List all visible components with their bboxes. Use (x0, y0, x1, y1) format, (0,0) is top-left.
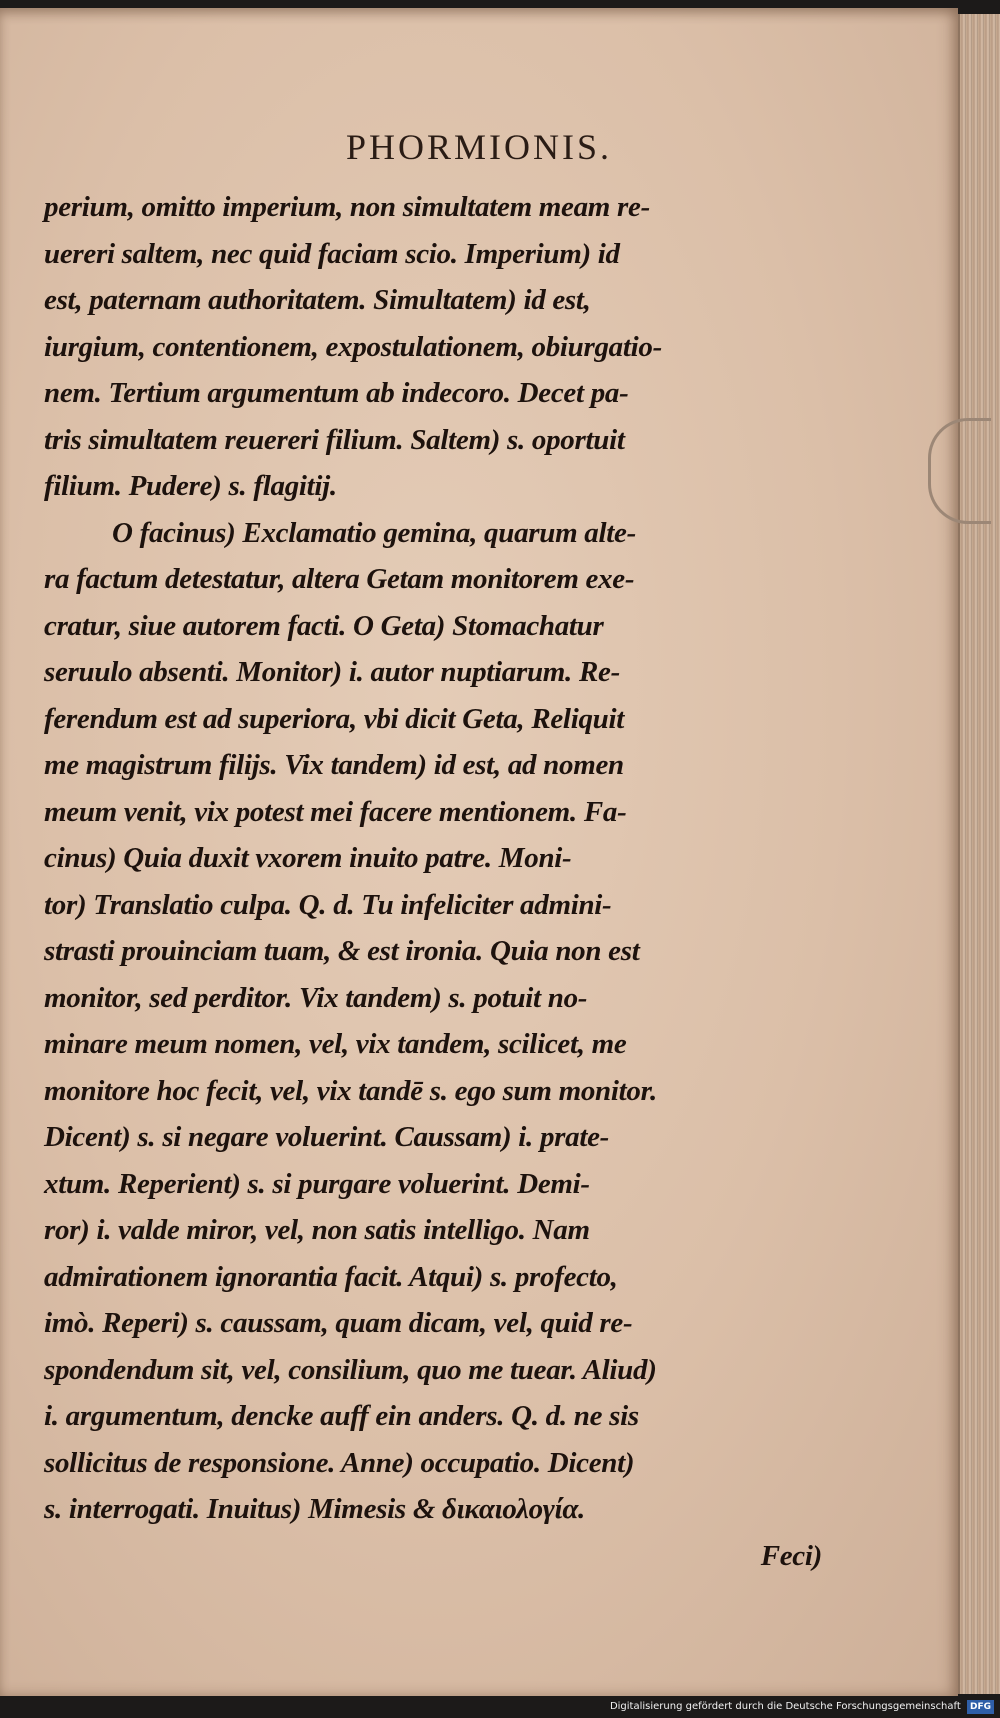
text-line: uereri saltem, nec quid faciam scio. Imperium) id (44, 237, 620, 270)
text-line: i. argumentum, dencke auff ein anders. Q. d. ne sis (44, 1400, 639, 1432)
text-line: sollicitus de responsione. Anne) occupatio. Dicent) (44, 1446, 635, 1479)
text-line: minare meum nomen, vel, vix tandem, scilicet, me (44, 1028, 627, 1060)
text-line: meum venit, vix potest mei facere mentionem. Fa- (44, 795, 627, 828)
dfg-logo: DFG (967, 1700, 994, 1714)
text-line: monitore hoc fecit, vel, vix tandē s. ego sum monitor. (44, 1074, 657, 1107)
page-edges (958, 14, 1000, 1694)
running-head: PHORMIONIS. (345, 127, 613, 167)
page-body (44, 184, 824, 1579)
text-line: ferendum est ad superiora, vbi dicit Geta, Reliquit (44, 702, 624, 735)
text-line: ra factum detestatur, altera Getam monitorem exe- (44, 563, 635, 595)
text-line: O facinus) Exclamatio gemina, quarum alte- (112, 516, 636, 549)
text-line: xtum. Reperient) s. si purgare voluerint. Demi- (44, 1167, 590, 1200)
text-line: est, paternam authoritatem. Simultatem) id est, (44, 284, 591, 316)
text-line: iurgium, contentionem, expostulationem, obiurgatio- (44, 330, 662, 363)
text-line: spondendum sit, vel, consilium, quo me tuear. Aliud) (44, 1353, 657, 1386)
text-line: perium, omitto imperium, non simultatem meam re- (44, 191, 650, 223)
catchword: Feci) (760, 1539, 822, 1572)
text-line: s. interrogati. Inuitus) Mimesis & δικαιολογία. (44, 1493, 586, 1525)
book-page (0, 8, 958, 1696)
text-line: cratur, siue autorem facti. O Geta) Stomachatur (44, 609, 604, 642)
text-line: imò. Reperi) s. caussam, quam dicam, vel, quid re- (44, 1307, 633, 1339)
text-line: Dicent) s. si negare voluerint. Caussam) i. prate- (44, 1121, 610, 1153)
text-line: me magistrum filijs. Vix tandem) id est, ad nomen (44, 749, 624, 781)
credit-text: Digitalisierung gefördert durch die Deutsche Forschungsgemeinschaft (609, 1701, 961, 1712)
text-line: monitor, sed perditor. Vix tandem) s. potuit no- (44, 981, 588, 1014)
text-line: seruulo absenti. Monitor) i. autor nuptiarum. Re- (44, 656, 620, 688)
text-line: tris simultatem reuereri filium. Saltem) s. oportuit (44, 423, 625, 456)
text-line: admirationem ignorantia facit. Atqui) s. profecto, (44, 1260, 618, 1293)
text-line: cinus) Quia duxit vxorem inuito patre. Moni- (44, 842, 572, 874)
digitization-credit (610, 1696, 996, 1718)
text-line: strasti prouinciam tuam, & est ironia. Quia non est (44, 935, 640, 967)
text-line: ror) i. valde miror, vel, non satis intelligo. Nam (44, 1214, 590, 1246)
text-line: tor) Translatio culpa. Q. d. Tu infeliciter admini- (44, 888, 612, 921)
clasp-mark (928, 418, 991, 524)
text-line: nem. Tertium argumentum ab indecoro. Decet pa- (44, 377, 629, 409)
text-line: filium. Pudere) s. flagitij. (44, 470, 337, 502)
